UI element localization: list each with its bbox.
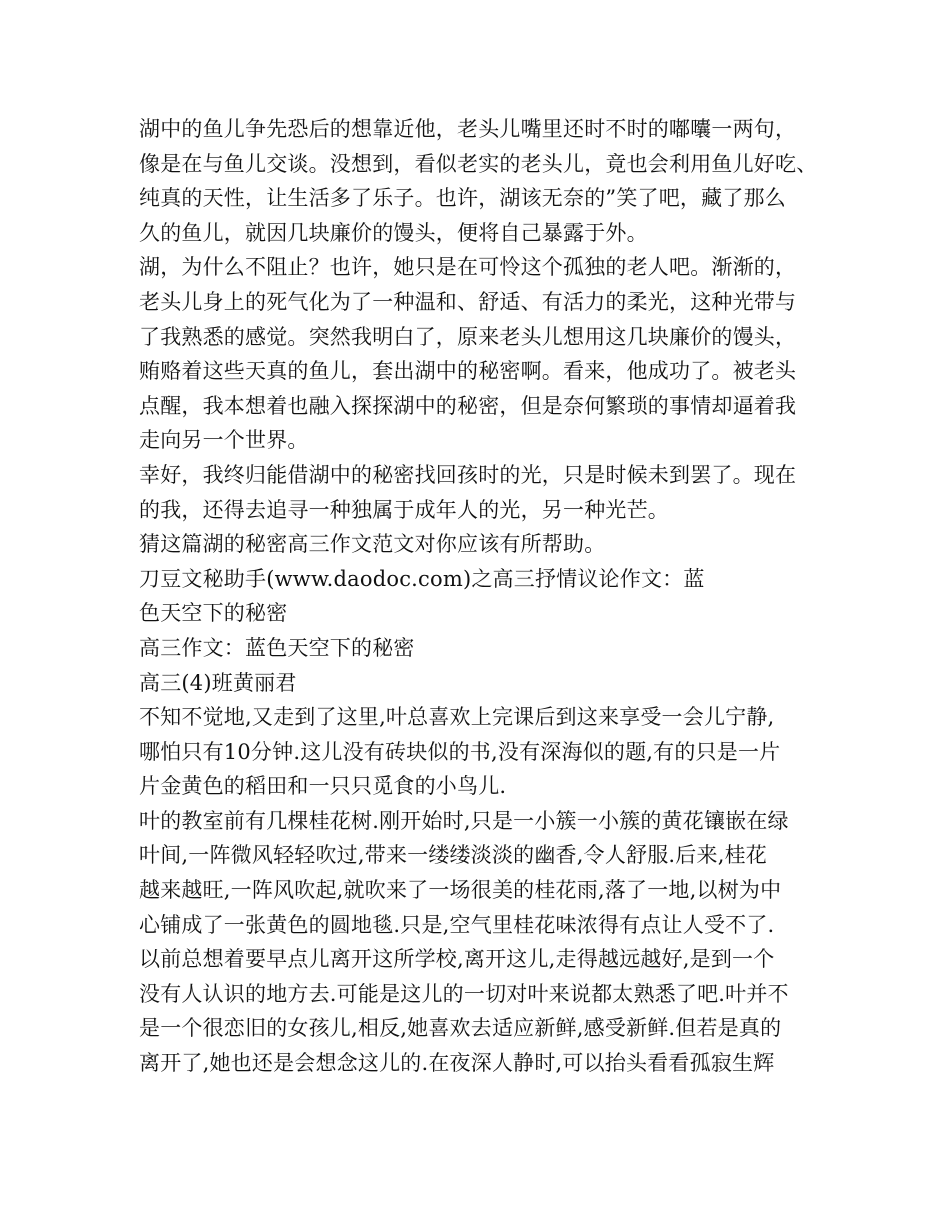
text-line: 以前总想着要早点儿离开这所学校,离开这儿,走得越远越好,是到一个 <box>139 947 775 972</box>
text-line: 叶的教室前有几棵桂花树.刚开始时,只是一小簇一小簇的黄花镶嵌在绿 <box>139 808 789 833</box>
text-line: 刀豆文秘助手(www.daodoc.com)之高三抒情议论作文：蓝 <box>139 566 705 591</box>
text-line: 色天空下的秘密 <box>139 601 288 626</box>
text-line: 了我熟悉的感觉。突然我明白了，原来老头儿想用这几块廉价的馒头， <box>139 324 797 349</box>
text-line: 叶间,一阵微风轻轻吹过,带来一缕缕淡淡的幽香,令人舒服.后来,桂花 <box>139 843 767 868</box>
document-body <box>139 112 839 1081</box>
text-line: 越来越旺,一阵风吹起,就吹来了一场很美的桂花雨,落了一地,以树为中 <box>139 878 782 903</box>
text-line: 片金黄色的稻田和一只只觅食的小鸟儿. <box>139 774 507 799</box>
text-line: 湖中的鱼儿争先恐后的想靠近他，老头儿嘴里还时不时的嘟囔一两句， <box>139 117 797 141</box>
text-line: 幸好，我终归能借湖中的秘密找回孩时的光，只是时候未到罢了。现在 <box>139 462 797 487</box>
text-line: 离开了,她也还是会想念这儿的.在夜深人静时,可以抬头看看孤寂生辉 <box>139 1051 775 1076</box>
text-line: 纯真的天性，让生活多了乐子。也许，湖该无奈的”笑了吧，藏了那么 <box>139 186 786 211</box>
text-line: 不知不觉地,又走到了这里,叶总喜欢上完课后到这来享受一会儿宁静, <box>139 705 775 730</box>
text-line: 走向另一个世界。 <box>139 428 309 453</box>
text-line: 贿赂着这些天真的鱼儿，套出湖中的秘密啊。看来，他成功了。被老头 <box>139 359 797 384</box>
text-line: 点醒，我本想着也融入探探湖中的秘密，但是奈何繁琐的事情却逼着我 <box>139 393 797 418</box>
text-line: 猜这篇湖的秘密高三作文范文对你应该有所帮助。 <box>139 532 606 557</box>
text-line: 久的鱼儿，就因几块廉价的馒头，便将自己暴露于外。 <box>139 220 648 245</box>
text-line: 没有人认识的地方去.可能是这儿的一切对叶来说都太熟悉了吧.叶并不 <box>139 981 789 1006</box>
text-line: 老头儿身上的死气化为了一种温和、舒适、有活力的柔光，这种光带与 <box>139 289 797 314</box>
text-line: 哪怕只有10分钟.这儿没有砖块似的书,没有深海似的题,有的只是一片 <box>139 739 781 764</box>
text-line: 心铺成了一张黄色的圆地毯.只是,空气里桂花味浓得有点让人受不了. <box>139 912 775 937</box>
text-line: 是一个很恋旧的女孩儿,相反,她喜欢去适应新鲜,感受新鲜.但若是真的 <box>139 1016 782 1041</box>
text-line: 像是在与鱼儿交谈。没想到，看似老实的老头儿，竟也会利用鱼儿好吃、 <box>139 151 818 176</box>
text-line: 高三(4)班黄丽君 <box>139 670 297 695</box>
text-line: 高三作文：蓝色天空下的秘密 <box>139 635 415 660</box>
text-line: 的我，还得去追寻一种独属于成年人的光，另一种光芒。 <box>139 497 669 522</box>
text-line: 湖，为什么不阻止？也许，她只是在可怜这个孤独的老人吧。渐渐的， <box>139 255 797 280</box>
